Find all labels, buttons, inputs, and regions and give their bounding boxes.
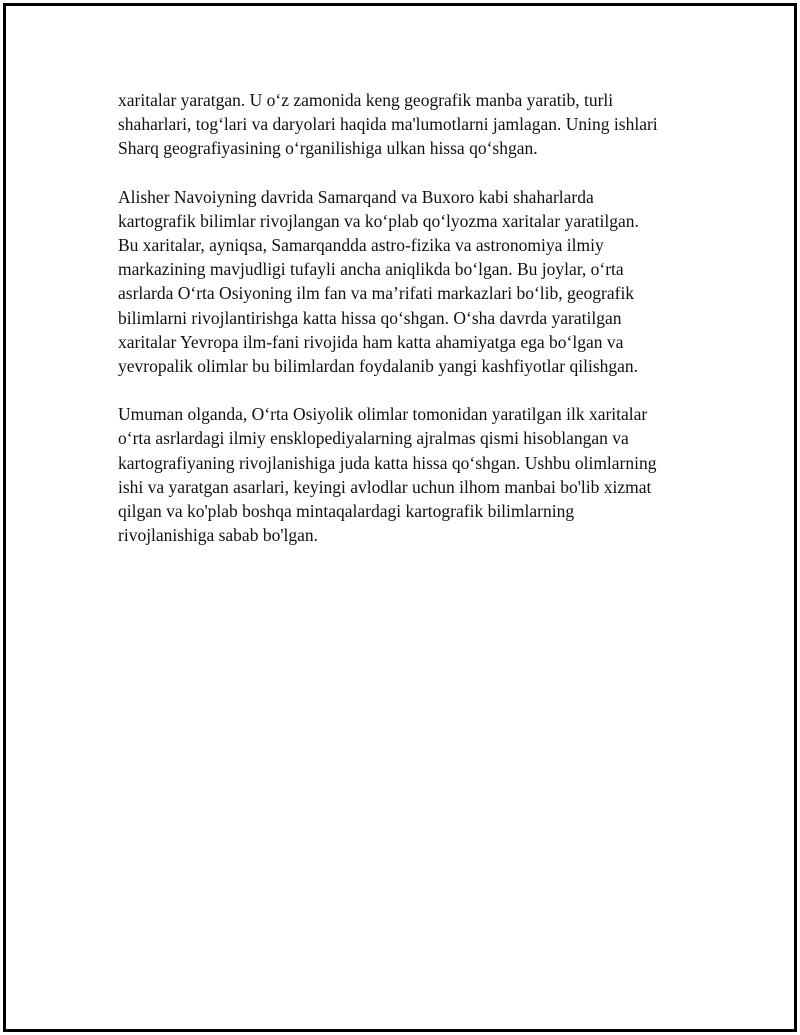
paragraph-2 (118, 185, 698, 379)
text-line: ishi va yaratgan asarlari, keyingi avlodlar uchun ilhom manbai bo'lib xizmat (118, 476, 652, 497)
text-line: shaharlari, tog‘lari va daryolari haqida ma'lumotlarni jamlagan. Uning ishlari (118, 114, 658, 135)
text-line: qilgan va ko'plab boshqa mintaqalardagi kartografik bilimlarning (118, 501, 575, 522)
paragraph-1 (118, 88, 698, 161)
text-line: yevropalik olimlar bu bilimlardan foydalanib yangi kashfiyotlar qilishgan. (118, 356, 639, 377)
text-line: asrlarda O‘rta Osiyoning ilm fan va ma’rifati markazlari bo‘lib, geografik (118, 283, 635, 304)
text-line: rivojlanishiga sabab bo'lgan. (118, 525, 318, 546)
document-body (118, 88, 698, 571)
text-line: markazining mavjudligi tufayli ancha aniqlikda bo‘lgan. Bu joylar, o‘rta (118, 259, 624, 280)
paragraph-3 (118, 402, 698, 547)
text-line: Sharq geografiyasining o‘rganilishiga ulkan hissa qo‘shgan. (118, 138, 538, 159)
text-line: bilimlarni rivojlantirishga katta hissa qo‘shgan. O‘sha davrda yaratilgan (118, 307, 622, 328)
text-line: Alisher Navoiyning davrida Samarqand va Buxoro kabi shaharlarda (118, 186, 594, 207)
text-line: xaritalar Yevropa ilm-fani rivojida ham katta ahamiyatga ega bo‘lgan va (118, 331, 624, 352)
text-line: xaritalar yaratgan. U o‘z zamonida keng geografik manba yaratib, turli (118, 90, 614, 110)
text-line: kartografiyaning rivojlanishiga juda katta hissa qo‘shgan. Ushbu olimlarning (118, 452, 657, 473)
text-line: kartografik bilimlar rivojlangan va ko‘plab qo‘lyozma xaritalar yaratilgan. (118, 210, 639, 231)
text-line: o‘rta asrlardagi ilmiy ensklopediyalarning ajralmas qismi hisoblangan va (118, 428, 629, 449)
text-line: Bu xaritalar, ayniqsa, Samarqandda astro-fizika va astronomiya ilmiy (118, 235, 604, 256)
text-line: Umuman olganda, O‘rta Osiyolik olimlar tomonidan yaratilgan ilk xaritalar (118, 404, 648, 425)
